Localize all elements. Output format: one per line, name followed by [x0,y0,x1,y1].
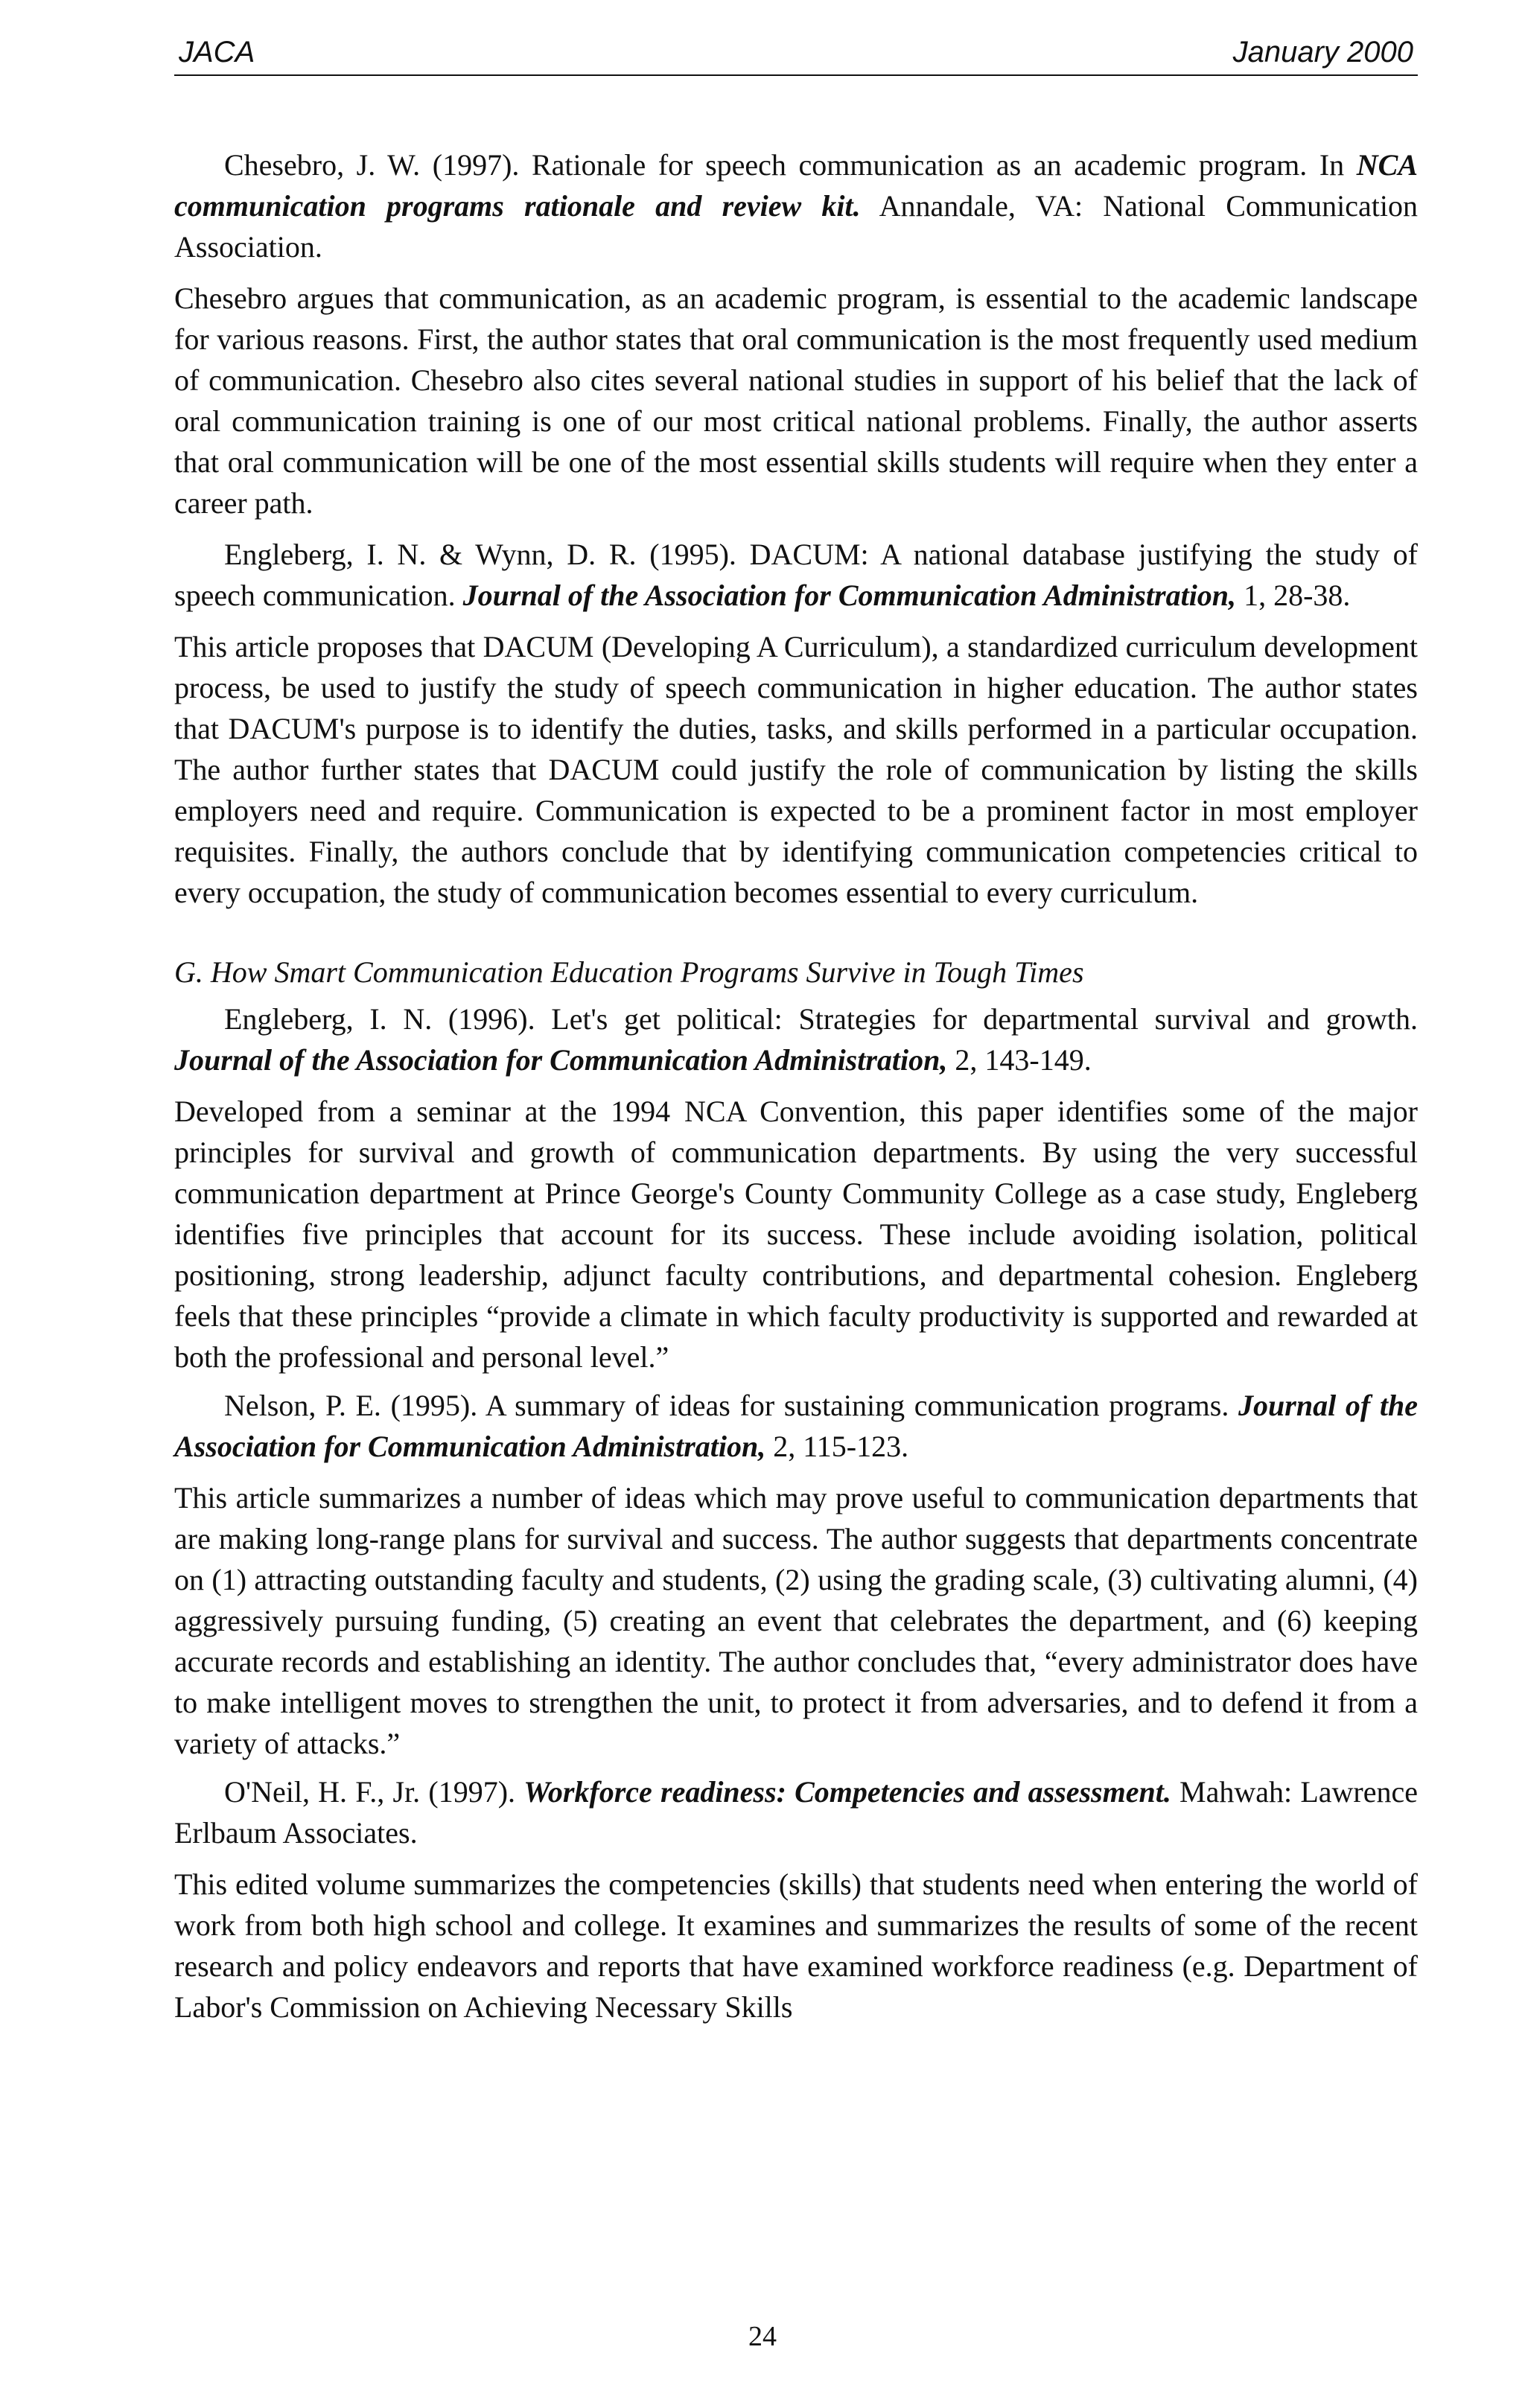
citation: Nelson, P. E. (1995). A summary of ideas for sustaining communication programs. Journal of the Association for Communication Administration, 2, 115-123. [174,1389,1419,1463]
citation: Engleberg, I. N. (1996). Let's get political: Strategies for departmental survival and growth. Journal of the Association for Communication Administration, 2, 143-149. [174,1002,1418,1077]
annotation: Chesebro argues that communication, as an academic program, is essential to the academic landscape for various reasons. First, the author states that oral communication is the most frequently used medium of communication. Chesebro also cites several national studies in support of his belief that the lack of oral communication training is one of our most critical national problems. Finally, the author asserts that oral communication will be one of the most essential skills students will require when they enter a career path. [174,281,1418,520]
section-heading: G. How Smart Communication Education Programs Survive in Tough Times [174,955,1084,989]
issue-date: January 2000 [1232,36,1413,69]
citation-title: Journal of the Association for Communication Administration, [174,1389,1419,1463]
page [174,33,1418,2035]
citation: Chesebro, J. W. (1997). Rationale for speech communication as an academic program. In NCA communication programs rationale and review kit. Annandale, VA: National Communication Association. [174,148,1418,264]
citation-title: Journal of the Association for Communication Administration, [174,1043,948,1077]
bibliography-entry [174,534,1418,913]
annotation: This article proposes that DACUM (Developing A Curriculum), a standardized curriculum development process, be used to justify the study of speech communication in higher education. The author states that DACUM's purpose is to identify the duties, tasks, and skills performed in a particular occupation. The author further states that DACUM could justify the role of communication by listing the skills employers need and require. Communication is expected to be a prominent factor in most employer requisites. Finally, the authors conclude that by identifying communication competencies critical to every occupation, the study of communication becomes essential to every curriculum. [174,630,1418,909]
page-number: 24 [748,2321,777,2352]
page-content [174,144,1418,2028]
citation-title: NCA communication programs rationale and review kit. [174,148,1418,223]
bibliography-entry [174,1385,1418,1764]
citation-title: Workforce readiness: Competencies and assessment. [523,1775,1171,1809]
annotation: This article summarizes a number of ideas which may prove useful to communication departments that are making long-range plans for survival and success. The author suggests that departments concentrate on (1) attracting outstanding faculty and students, (2) using the grading scale, (3) cultivating alumni, (4) aggressively pursuing funding, (5) creating an event that celebrates the department, and (6) keeping accurate records and establishing an identity. The author concludes that, “every administrator does have to make intelligent moves to strengthen the unit, to protect it from adversaries, and to defend it from a variety of attacks.” [174,1481,1418,1760]
citation-title: Journal of the Association for Communication Administration, [462,579,1237,612]
citation: O'Neil, H. F., Jr. (1997). Workforce readiness: Competencies and assessment. Mahwah: Lawrence Erlbaum Associates. [174,1775,1418,1850]
journal-abbrev: JACA [179,36,255,69]
annotation: Developed from a seminar at the 1994 NCA Convention, this paper identifies some of the major principles for survival and growth of communication departments. By using the very successful communication department at Prince George's County Community College as a case study, Engleberg identifies five principles that account for its success. These include avoiding isolation, political positioning, strong leadership, adjunct faculty contributions, and departmental cohesion. Engleberg feels that these principles “provide a climate in which faculty productivity is supported and rewarded at both the professional and personal level.” [174,1095,1418,1374]
bibliography-entry [174,144,1418,523]
bibliography-entry [174,998,1418,1377]
citation: Engleberg, I. N. & Wynn, D. R. (1995). DACUM: A national database justifying the study of speech communication. Journal of the Association for Communication Administration, 1, 28-38. [174,538,1418,612]
running-head [174,33,1418,76]
annotation: This edited volume summarizes the competencies (skills) that students need when entering the world of work from both high school and college. It examines and summarizes the results of some of the recent research and policy endeavors and reports that have examined workforce readiness (e.g. Department of Labor's Commission on Achieving Necessary Skills [174,1867,1418,2024]
bibliography-entry [174,1771,1418,2028]
